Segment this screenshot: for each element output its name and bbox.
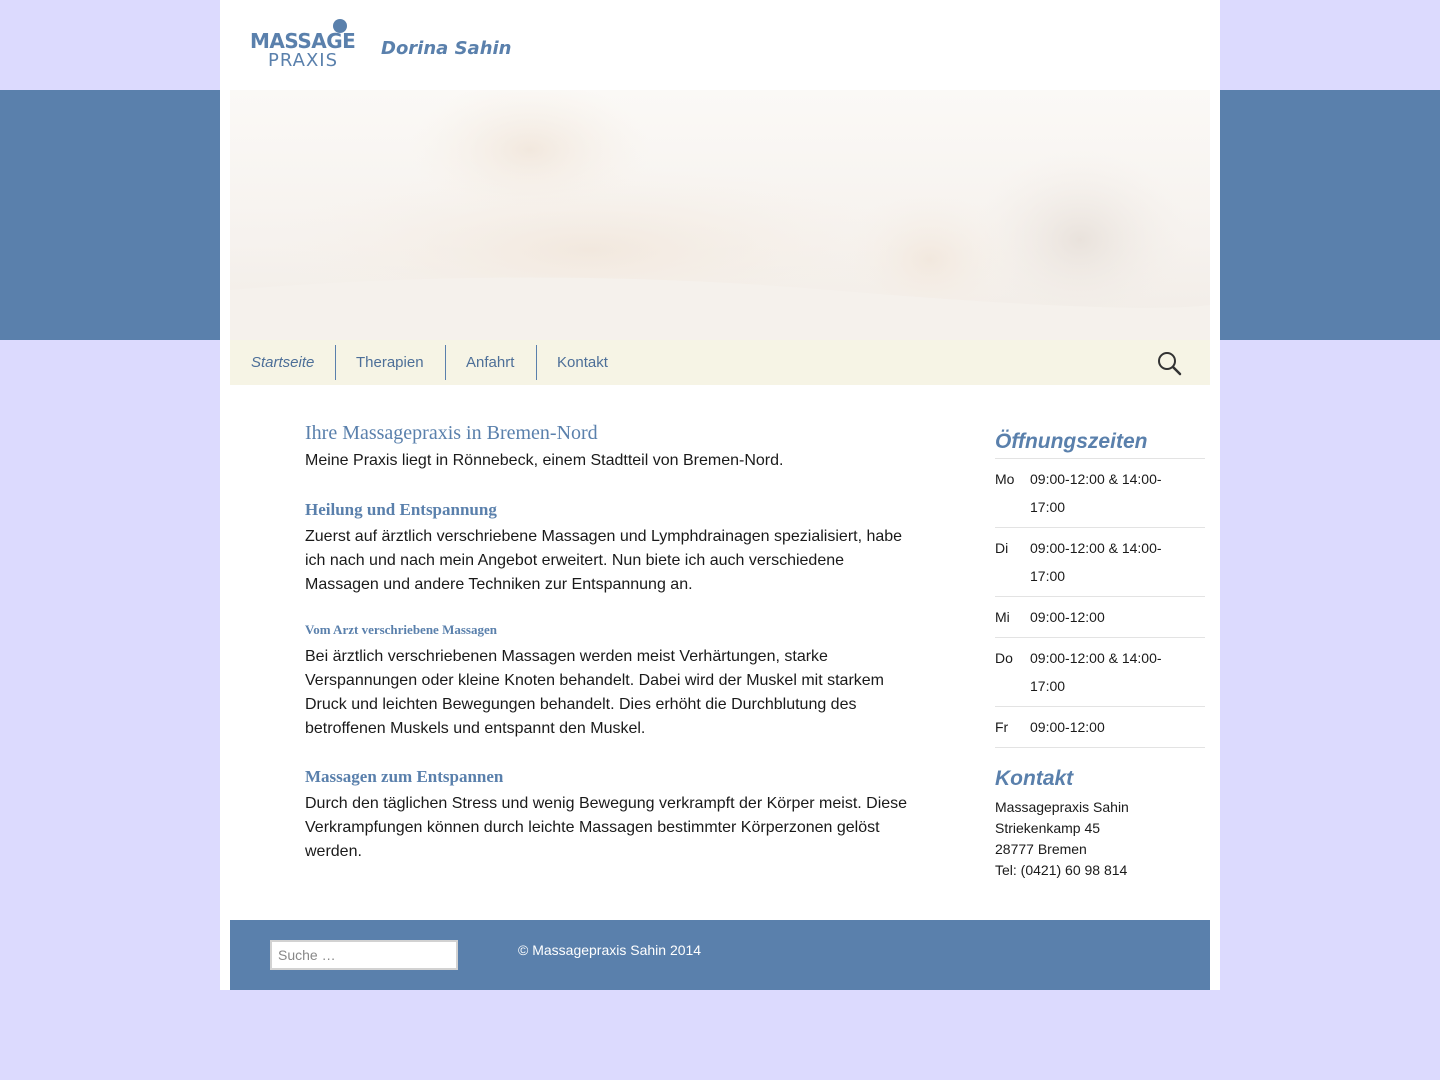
section-heading-heilung: Heilung und Entspannung	[305, 500, 497, 519]
section-heading-entspannen: Massagen zum Entspannen	[305, 767, 504, 786]
main-navigation	[230, 340, 1210, 385]
contact-name: Massagepraxis Sahin	[995, 799, 1129, 815]
page-container	[220, 0, 1220, 990]
site-logo[interactable]	[250, 18, 356, 72]
intro-text: Meine Praxis liegt in Rönnebeck, einem Stadtteil von Bremen-Nord.	[305, 452, 784, 469]
logo-line1: MASSAGE	[250, 29, 356, 53]
contact-street: Striekenkamp 45	[995, 820, 1101, 836]
hours-row	[995, 597, 1205, 638]
contact-phone: Tel: (0421) 60 98 814	[995, 862, 1128, 878]
hours-time: 09:00-12:00 & 14:00-17:00	[1030, 471, 1162, 515]
hours-time: 09:00-12:00 & 14:00-17:00	[1030, 540, 1162, 584]
logo-line2: PRAXIS	[268, 50, 339, 71]
brand-name: Dorina Sahin	[381, 38, 512, 59]
contact-city: 28777 Bremen	[995, 841, 1087, 857]
nav-item-anfahrt[interactable]: Anfahrt	[466, 354, 515, 371]
hours-row	[995, 707, 1205, 748]
section-text-entspannen: Durch den täglichen Stress und wenig Bewegung verkrampft der Körper meist. Diese Verkrampfungen können durch leichte Massagen bestimmter Körperzonen gelöst werden.	[305, 795, 908, 860]
hours-title: Öffnungszeiten	[995, 430, 1148, 453]
search-icon[interactable]	[1156, 350, 1182, 376]
hours-day: Di	[995, 540, 1009, 556]
site-footer	[230, 920, 1210, 990]
section-text-heilung: Zuerst auf ärztlich verschriebene Massagen und Lymphdrainagen spezialisiert, habe ich nach und nach mein Angebot erweitert. Nun biete ich auch verschiedene Massagen und andere Techniken zur Entspannung an.	[305, 528, 903, 593]
hours-time: 09:00-12:00	[1030, 719, 1105, 735]
opening-hours-table	[995, 458, 1205, 748]
hours-time: 09:00-12:00	[1030, 609, 1105, 625]
contact-title: Kontakt	[995, 767, 1074, 790]
hours-row	[995, 528, 1205, 597]
hours-row	[995, 638, 1205, 707]
sidebar	[995, 428, 1205, 881]
hours-day: Fr	[995, 719, 1009, 735]
hero-massage-photo	[230, 90, 1210, 340]
nav-item-startseite[interactable]: Startseite	[251, 354, 315, 371]
nav-item-therapien[interactable]: Therapien	[356, 354, 424, 371]
hours-time: 09:00-12:00 & 14:00-17:00	[1030, 650, 1162, 694]
main-content	[305, 420, 915, 864]
hours-row	[995, 459, 1205, 528]
hours-day: Do	[995, 650, 1013, 666]
section-heading-arzt: Vom Arzt verschriebene Massagen	[305, 622, 497, 637]
site-header	[220, 0, 1220, 90]
hours-day: Mo	[995, 471, 1015, 487]
hero-image	[230, 90, 1210, 340]
section-text-arzt: Bei ärztlich verschriebenen Massagen werden meist Verhärtungen, starke Verspannungen oder kleine Knoten behandelt. Dabei wird der Muskel mit starkem Druck und leichten Bewegungen behandelt. Dies erhöht die Durchblutung des betroffenen Muskels und entspannt den Muskel.	[305, 648, 884, 737]
hours-day: Mi	[995, 609, 1010, 625]
footer-search-input[interactable]	[270, 940, 458, 970]
nav-item-kontakt[interactable]: Kontakt	[557, 354, 608, 371]
copyright-text: © Massagepraxis Sahin 2014	[518, 942, 702, 958]
contact-info	[995, 797, 1205, 881]
page-title: Ihre Massagepraxis in Bremen-Nord	[305, 422, 598, 444]
